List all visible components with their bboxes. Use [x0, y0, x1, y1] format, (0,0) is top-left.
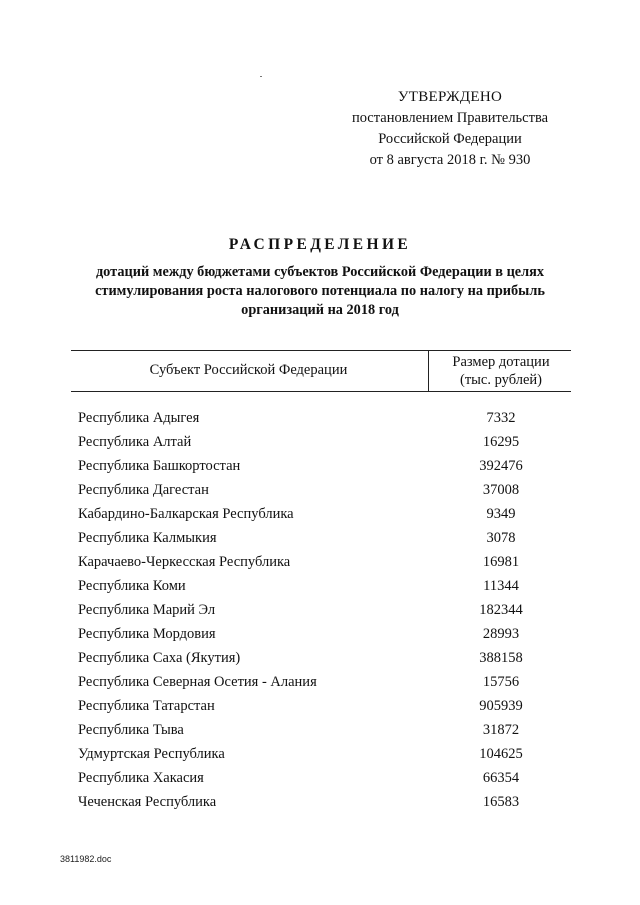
- table-row: [71, 694, 571, 718]
- row-subsidy-amount: 388158: [479, 650, 523, 666]
- row-subject-name: Республика Калмыкия: [78, 530, 217, 546]
- approval-heading: УТВЕРЖДЕНО: [397, 89, 503, 105]
- subtitle-line-1: дотаций между бюджетами субъектов Российской Федерации в целях: [95, 264, 545, 280]
- table-row: [71, 574, 571, 598]
- row-subject-name: Удмуртская Республика: [78, 746, 225, 762]
- row-subject-name: Республика Марий Эл: [78, 602, 216, 618]
- row-subsidy-amount: 3078: [486, 530, 516, 546]
- row-subsidy-amount: 16295: [482, 434, 520, 450]
- approval-line-3: от 8 августа 2018 г. № 930: [369, 152, 531, 168]
- scan-speck: [260, 76, 262, 77]
- row-subsidy-amount: 16583: [482, 794, 520, 810]
- header-amount: [431, 353, 571, 389]
- row-subject-name: Кабардино-Балкарская Республика: [78, 506, 294, 522]
- row-subject-name: Республика Коми: [78, 578, 186, 594]
- row-subject-name: Республика Хакасия: [78, 770, 204, 786]
- row-subject-name: Республика Адыгея: [78, 410, 200, 426]
- row-subject-name: Республика Мордовия: [78, 626, 216, 642]
- row-subject-name: Республика Северная Осетия - Алания: [78, 674, 317, 690]
- table-row: [71, 598, 571, 622]
- table-row: [71, 766, 571, 790]
- table-row: [71, 742, 571, 766]
- table-row: [71, 718, 571, 742]
- header-divider: [428, 351, 429, 391]
- row-subject-name: Республика Саха (Якутия): [78, 650, 241, 666]
- table-row: [71, 646, 571, 670]
- subtitle-line-3: организаций на 2018 год: [241, 302, 399, 318]
- table-row: [71, 622, 571, 646]
- row-subsidy-amount: 905939: [479, 698, 523, 714]
- row-subject-name: Чеченская Республика: [78, 794, 217, 810]
- row-subject-name: Карачаево-Черкесская Республика: [78, 554, 291, 570]
- row-subsidy-amount: 392476: [479, 458, 523, 474]
- row-subject-name: Республика Татарстан: [78, 698, 215, 714]
- table-row: [71, 502, 571, 526]
- row-subsidy-amount: 104625: [479, 746, 523, 762]
- header-amount-line-2: (тыс. рублей): [460, 372, 542, 388]
- approval-line-2: Российской Федерации: [378, 131, 522, 147]
- header-subject: Субъект Российской Федерации: [149, 362, 348, 378]
- row-subsidy-amount: 37008: [482, 482, 520, 498]
- header-amount-line-1: Размер дотации: [452, 354, 550, 370]
- row-subsidy-amount: 31872: [482, 722, 520, 738]
- table-row: [71, 550, 571, 574]
- row-subsidy-amount: 15756: [482, 674, 520, 690]
- row-subject-name: Республика Алтай: [78, 434, 192, 450]
- approval-line-1: постановлением Правительства: [351, 110, 549, 126]
- row-subsidy-amount: 28993: [482, 626, 520, 642]
- table-row: [71, 454, 571, 478]
- row-subsidy-amount: 182344: [479, 602, 523, 618]
- table-body: [71, 406, 571, 814]
- subsidy-table: [71, 350, 571, 814]
- row-subsidy-amount: 9349: [486, 506, 516, 522]
- document-subtitle: [70, 263, 570, 320]
- row-subsidy-amount: 16981: [482, 554, 520, 570]
- subtitle-line-2: стимулирования роста налогового потенциала по налогу на прибыль: [95, 283, 545, 299]
- row-subsidy-amount: 66354: [482, 770, 520, 786]
- table-header: [71, 350, 571, 392]
- approval-stamp: [330, 87, 570, 171]
- table-row: [71, 670, 571, 694]
- table-row: [71, 526, 571, 550]
- row-subject-name: Республика Башкортостан: [78, 458, 241, 474]
- row-subject-name: Республика Тыва: [78, 722, 184, 738]
- document-title: РАСПРЕДЕЛЕНИЕ: [228, 236, 412, 253]
- document-footer-filename: 3811982.doc: [60, 854, 112, 864]
- table-row: [71, 478, 571, 502]
- table-row: [71, 430, 571, 454]
- table-row: [71, 406, 571, 430]
- row-subsidy-amount: 7332: [486, 410, 516, 426]
- row-subject-name: Республика Дагестан: [78, 482, 209, 498]
- row-subsidy-amount: 11344: [483, 578, 519, 594]
- table-row: [71, 790, 571, 814]
